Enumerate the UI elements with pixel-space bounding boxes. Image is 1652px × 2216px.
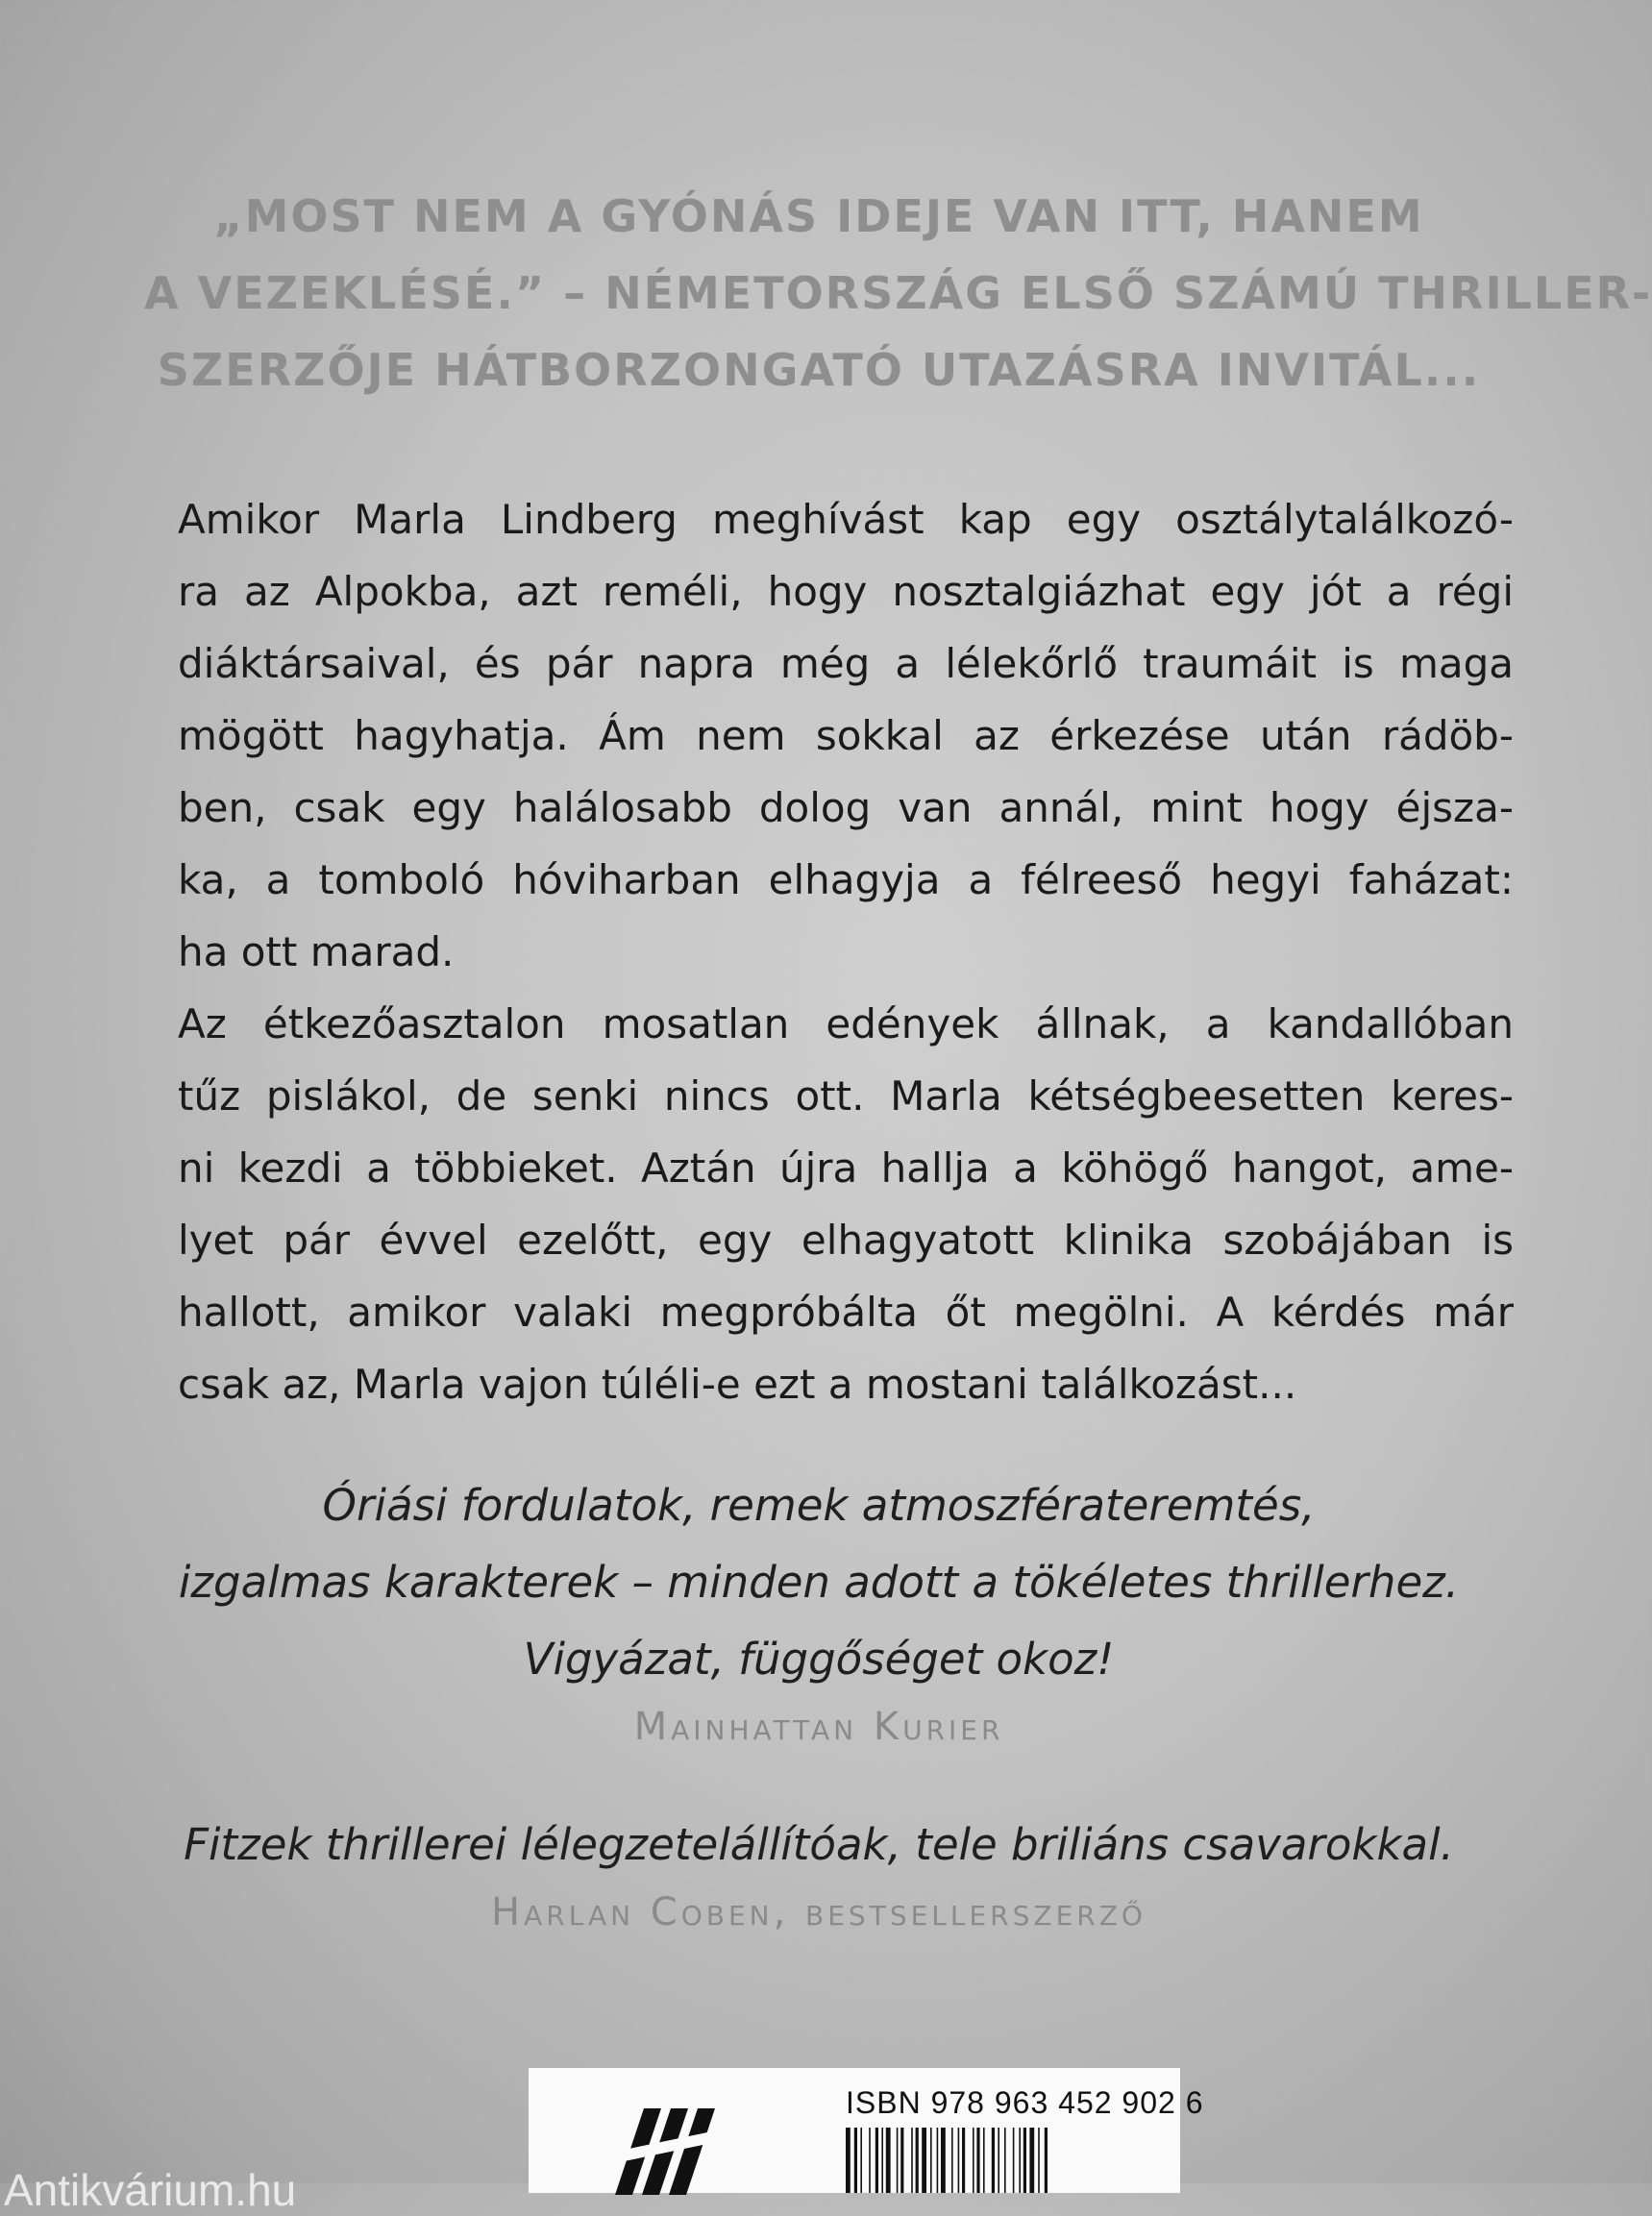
barcode-bar: [930, 2128, 932, 2193]
barcode-bar: [962, 2128, 965, 2193]
barcode-bar: [881, 2128, 883, 2193]
barcode-bar: [992, 2128, 995, 2193]
tagline-line: SZERZŐJE HÁTBORZONGATÓ UTAZÁSRA INVITÁL...: [157, 344, 1481, 396]
blurb-line: ra az Alpokba, azt reméli, hogy nosztalgiázhat egy jót a régi: [178, 568, 1514, 615]
barcode-bar: [911, 2128, 913, 2193]
barcode-bar: [897, 2128, 899, 2193]
blurb-line: csak az, Marla vajon túléli-e ezt a mostani találkozást...: [178, 1361, 1297, 1408]
barcode-bar: [998, 2128, 999, 2193]
quote-attribution: Harlan Coben, bestsellerszerző: [491, 1890, 1147, 1934]
barcode-bar: [1029, 2128, 1034, 2193]
barcode-bar: [900, 2128, 903, 2193]
quote-line: izgalmas karakterek – minden adott a tökéletes thrillerhez.: [178, 1557, 1460, 1608]
blurb-line: ha ott marad.: [178, 928, 455, 975]
blurb-line: lyet pár évvel ezelőtt, egy elhagyatott klinika szobájában is: [178, 1217, 1514, 1264]
barcode-bar: [1004, 2128, 1006, 2193]
watermark-text: Antikvárium.hu: [4, 2165, 297, 2215]
barcode-bar: [846, 2128, 851, 2193]
blurb-text: [178, 483, 1514, 1420]
blurb-line: mögött hagyhatja. Ám nem sokkal az érkezése után rádöb-: [178, 712, 1514, 759]
barcode-bar: [1038, 2128, 1040, 2193]
quote-attribution: Mainhattan Kurier: [633, 1705, 1004, 1749]
tagline-line: A VEZEKLÉSÉ.” – NÉMETORSZÁG ELSŐ SZÁMÚ THRILLER-: [144, 267, 1652, 319]
blurb-line: ni kezdi a többieket. Aztán újra hallja a köhögő hangot, ame-: [178, 1145, 1514, 1192]
blurb-line: hallott, amikor valaki megpróbálta őt megölni. A kérdés már: [178, 1289, 1514, 1336]
barcode-bar: [1045, 2128, 1048, 2193]
tagline-line: „MOST NEM A GYÓNÁS IDEJE VAN ITT, HANEM: [213, 190, 1424, 242]
blurb-line: ka, a tomboló hóviharban elhagyja a félreeső hegyi faházat:: [178, 856, 1514, 903]
barcode-bar: [875, 2128, 878, 2193]
quote-line: Vigyázat, függőséget okoz!: [523, 1634, 1115, 1685]
blurb-line: diáktársaival, és pár napra még a lélekőrlő traumáit is maga: [178, 640, 1514, 687]
blurb-line: ben, csak egy halálosabb dolog van annál, mint hogy éjsza-: [178, 784, 1514, 831]
blurb-line: tűz pislákol, de senki nincs ott. Marla kétségbeesetten keres-: [178, 1072, 1514, 1120]
quote-line: Fitzek thrillerei lélegzetelállítóak, tele briliáns csavarokkal.: [184, 1819, 1454, 1870]
isbn-label: ISBN 978 963 452 902 6: [846, 2085, 1204, 2120]
barcode-bar: [916, 2128, 919, 2193]
barcode-bar: [869, 2128, 871, 2193]
barcode-bar: [951, 2128, 953, 2193]
publisher-logo-icon: [615, 2108, 730, 2195]
quote-line: Óriási fordulatok, remek atmoszférateremtés,: [322, 1480, 1316, 1531]
barcode-bar: [976, 2128, 979, 2193]
barcode-bar: [1023, 2128, 1026, 2193]
tagline: [144, 178, 1652, 408]
review-quote-coben: [144, 1807, 1493, 1941]
barcode-bar: [958, 2128, 960, 2193]
review-quote-mainhattan: [144, 1467, 1493, 1756]
blurb-line: Amikor Marla Lindberg meghívást kap egy osztálytalálkozó-: [178, 496, 1514, 543]
barcode-bar: [937, 2128, 939, 2193]
barcode-icon: [846, 2128, 1153, 2193]
barcode-bar: [922, 2128, 926, 2193]
barcode-panel: [529, 2068, 1204, 2193]
barcode-bar: [1013, 2128, 1015, 2193]
barcode-bar: [983, 2128, 985, 2193]
blurb-line: Az étkezőasztalon mosatlan edények állnak, a kandallóban: [178, 1000, 1514, 1047]
barcode-bar: [941, 2128, 946, 2193]
barcode-bar: [973, 2128, 974, 2193]
watermark: [0, 2153, 384, 2215]
barcode-bar: [1019, 2128, 1021, 2193]
barcode-bar: [860, 2128, 862, 2193]
barcode-bar: [886, 2128, 891, 2193]
barcode-bar: [854, 2128, 857, 2193]
